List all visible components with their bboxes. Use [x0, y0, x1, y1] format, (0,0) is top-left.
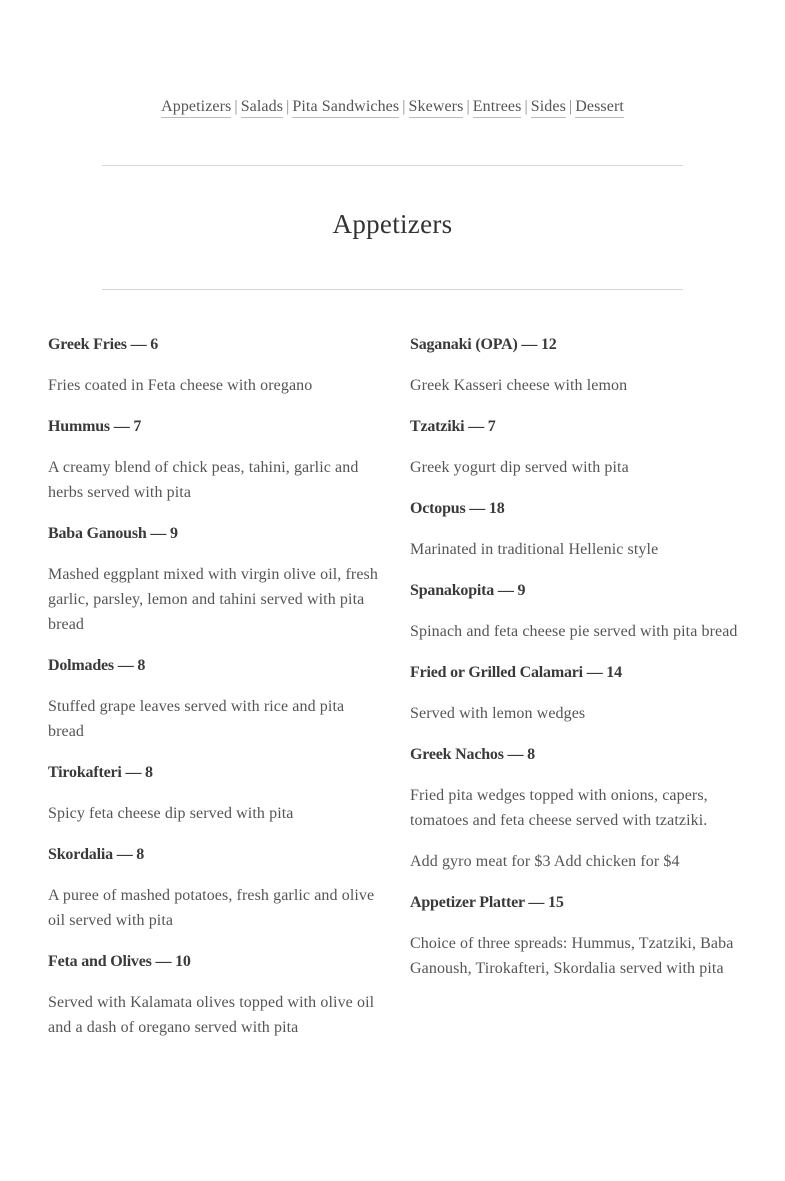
- nav-separator: |: [402, 98, 406, 115]
- nav-link-sides[interactable]: Sides: [531, 98, 566, 118]
- menu-item-name: Appetizer Platter — 15: [410, 894, 564, 911]
- nav-link-salads[interactable]: Salads: [241, 98, 283, 118]
- menu-item-name: Greek Fries — 6: [48, 336, 159, 353]
- nav-separator: |: [286, 98, 290, 115]
- nav-link-pita-sandwiches[interactable]: Pita Sandwiches: [292, 98, 399, 118]
- menu-item-name: Feta and Olives — 10: [48, 953, 191, 970]
- menu-item-name: Skordalia — 8: [48, 846, 145, 863]
- menu-item-description: Fries coated in Feta cheese with oregano: [48, 377, 313, 394]
- menu-item-name: Octopus — 18: [410, 500, 505, 517]
- menu-item-addon-note: Add gyro meat for $3 Add chicken for $4: [410, 853, 680, 870]
- menu-item-description: Spicy feta cheese dip served with pita: [48, 805, 294, 822]
- menu-item-name: Baba Ganoush — 9: [48, 525, 178, 542]
- nav-separator: |: [466, 98, 470, 115]
- section-nav: [0, 98, 785, 116]
- menu-item-description: Fried pita wedges topped with onions, capers, tomatoes and feta cheese served with tzatziki.: [410, 787, 708, 829]
- nav-separator: |: [524, 98, 528, 115]
- nav-link-appetizers[interactable]: Appetizers: [161, 98, 231, 118]
- nav-link-entrees[interactable]: Entrees: [473, 98, 522, 118]
- menu-item-description: Mashed eggplant mixed with virgin olive oil, fresh garlic, parsley, lemon and tahini served with pita bread: [48, 566, 378, 633]
- menu-item-name: Greek Nachos — 8: [410, 746, 535, 763]
- nav-link-dessert[interactable]: Dessert: [575, 98, 624, 118]
- section-title: Appetizers: [332, 209, 453, 239]
- menu-item-name: Tzatziki — 7: [410, 418, 496, 435]
- menu-item-description: Served with Kalamata olives topped with olive oil and a dash of oregano served with pita: [48, 994, 375, 1036]
- menu-item-description: Stuffed grape leaves served with rice and pita bread: [48, 698, 345, 740]
- menu-item-description: Marinated in traditional Hellenic style: [410, 541, 659, 558]
- menu-column-left: [48, 332, 378, 1056]
- divider-bottom: [102, 289, 683, 290]
- nav-separator: |: [568, 98, 573, 115]
- menu-item-description: A puree of mashed potatoes, fresh garlic and olive oil served with pita: [48, 887, 375, 929]
- menu-item-name: Spanakopita — 9: [410, 582, 526, 599]
- nav-link-skewers[interactable]: Skewers: [409, 98, 464, 118]
- menu-item-name: Dolmades — 8: [48, 657, 146, 674]
- menu-item-description: Greek yogurt dip served with pita: [410, 459, 629, 476]
- menu-item-name: Hummus — 7: [48, 418, 142, 435]
- menu-item-name: Saganaki (OPA) — 12: [410, 336, 557, 353]
- menu-item-name: Fried or Grilled Calamari — 14: [410, 664, 622, 681]
- menu-item-description: Greek Kasseri cheese with lemon: [410, 377, 628, 394]
- menu-item-description: Spinach and feta cheese pie served with pita bread: [410, 623, 738, 640]
- divider-top: [102, 165, 683, 166]
- menu-item-name: Tirokafteri — 8: [48, 764, 153, 781]
- menu-item-description: Served with lemon wedges: [410, 705, 586, 722]
- menu-item-description: Choice of three spreads: Hummus, Tzatziki, Baba Ganoush, Tirokafteri, Skordalia served with pita: [410, 935, 734, 977]
- nav-separator: |: [234, 98, 238, 115]
- menu-item-description: A creamy blend of chick peas, tahini, garlic and herbs served with pita: [48, 459, 359, 501]
- menu-column-right: [410, 332, 745, 997]
